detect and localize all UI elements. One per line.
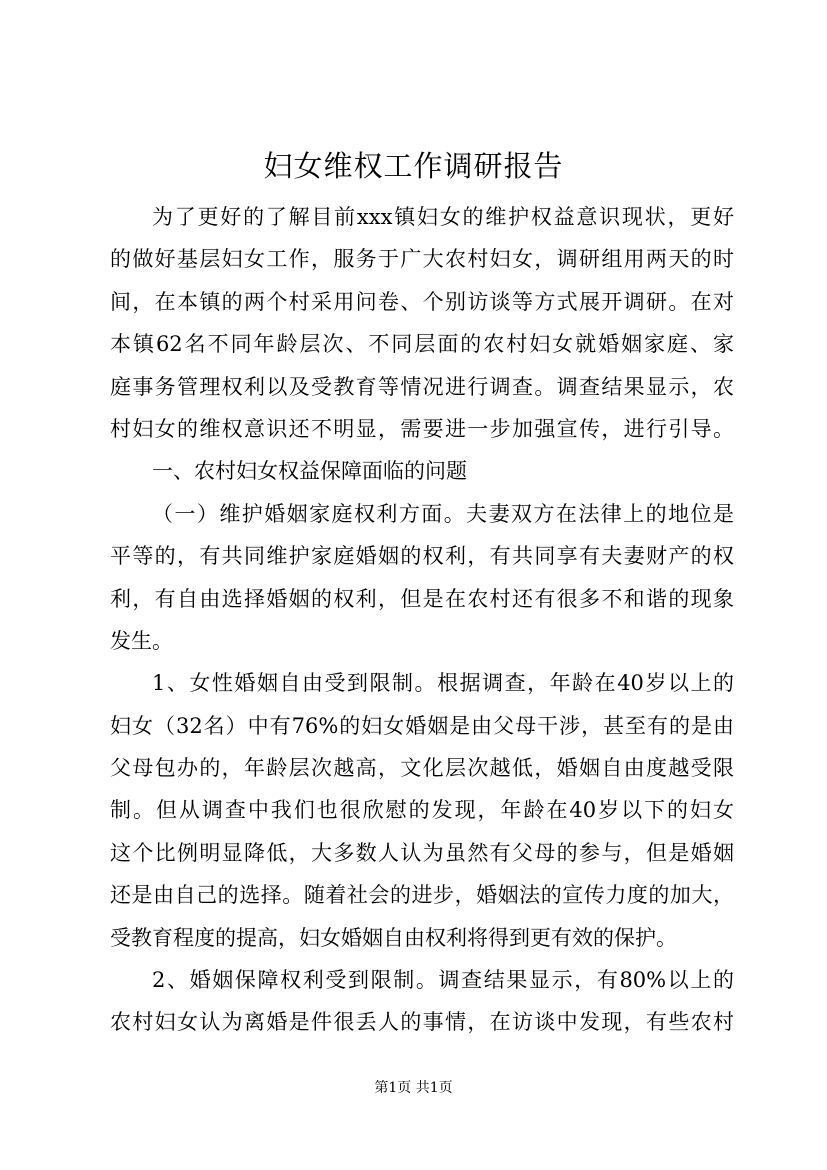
- text-line: 父母包办的，年龄层次越高，文化层次越低，婚姻自由度越受限: [110, 756, 734, 781]
- text-line: （一）维护婚姻家庭权利方面。夫妻双方在法律上的地位是: [152, 501, 734, 526]
- document-title: 妇女维权工作调研报告: [263, 149, 564, 183]
- text-line: 妇女（32名）中有76%的妇女婚姻是由父母干涉，甚至有的是由: [110, 713, 734, 738]
- text-line: 的做好基层妇女工作，服务于广大农村妇女，调研组用两天的时: [110, 247, 734, 272]
- text-line: 制。但从调查中我们也很欣慰的发现，年龄在40岁以下的妇女: [110, 798, 734, 823]
- text-line: 发生。: [110, 628, 173, 653]
- text-line: 农村妇女认为离婚是件很丢人的事情，在访谈中发现，有些农村: [110, 1010, 734, 1035]
- text-line: 平等的，有共同维护家庭婚姻的权利，有共同享有夫妻财产的权: [110, 544, 734, 569]
- text-line: 还是由自己的选择。随着社会的进步，婚姻法的宣传力度的加大，: [110, 883, 734, 908]
- text-line: 间，在本镇的两个村采用问卷、个别访谈等方式展开调研。在对: [110, 289, 734, 314]
- text-line: 这个比例明显降低，大多数人认为虽然有父母的参与，但是婚姻: [110, 840, 734, 865]
- text-line: 村妇女的维权意识还不明显，需要进一步加强宣传，进行引导。: [110, 416, 734, 441]
- text-line: 为了更好的了解目前xxx镇妇女的维护权益意识现状，更好: [152, 205, 734, 229]
- page-footer: 第1页 共1页: [374, 1080, 453, 1096]
- text-line: 庭事务管理权利以及受教育等情况进行调查。调查结果显示，农: [110, 374, 734, 399]
- text-line: 受教育程度的提高，妇女婚姻自由权利将得到更有效的保护。: [110, 925, 677, 950]
- text-line: 1、女性婚姻自由受到限制。根据调查，年龄在40岁以上的: [152, 671, 734, 696]
- text-line: 2、婚姻保障权利受到限制。调查结果显示，有80%以上的: [152, 968, 734, 993]
- text-line: 本镇62名不同年龄层次、不同层面的农村妇女就婚姻家庭、家: [110, 332, 734, 357]
- document-body: [110, 196, 734, 1044]
- section-heading: 一、农村妇女权益保障面临的问题: [152, 459, 467, 484]
- text-line: 利，有自由选择婚姻的权利，但是在农村还有很多不和谐的现象: [110, 586, 734, 611]
